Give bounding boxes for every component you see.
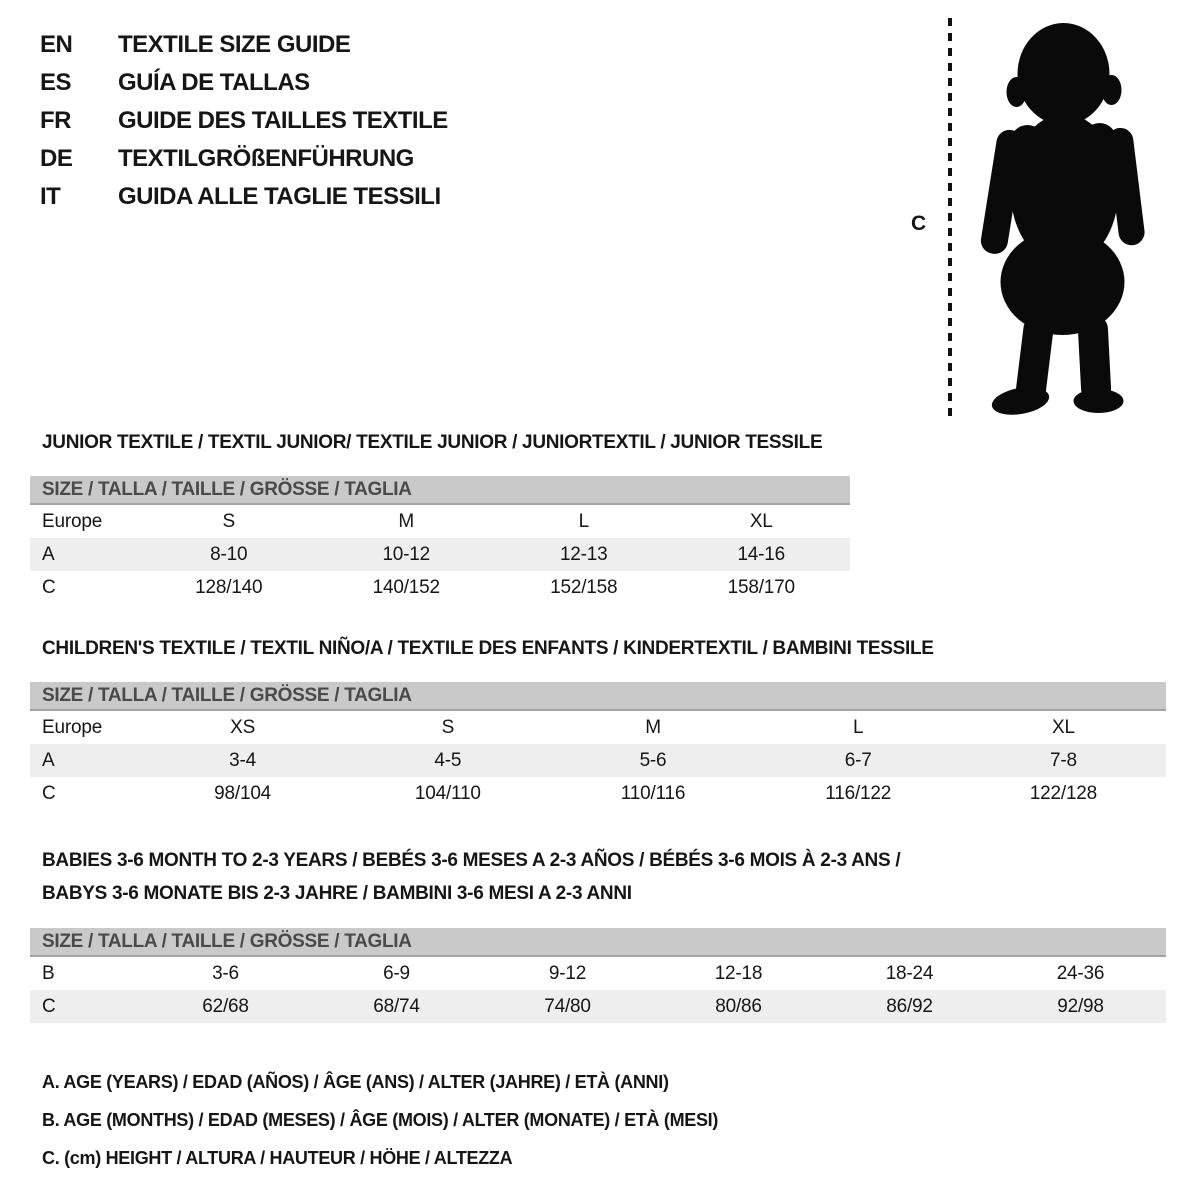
value-cell: 3-4 (229, 749, 257, 771)
size-header-bar: SIZE / TALLA / TAILLE / GRÖSSE / TAGLIA (30, 476, 850, 505)
value-cell: 24-36 (1056, 962, 1105, 984)
row-label: C (42, 995, 56, 1017)
value-cell: 86/92 (886, 995, 933, 1017)
table-row-months (30, 957, 1166, 990)
language-title: GUÍA DE TALLAS (118, 69, 310, 96)
legend-line-b: B. AGE (MONTHS) / EDAD (MESES) / ÂGE (MOIS) / ALTER (MONATE) / ETÀ (MESI) (42, 1110, 719, 1130)
language-code: ES (40, 69, 72, 96)
value-cell: 8-10 (210, 543, 248, 565)
value-cell: 6-9 (383, 962, 410, 984)
value-cell: 6-7 (844, 749, 872, 771)
table-row-age (30, 744, 1166, 777)
children-textile-section (30, 638, 1166, 810)
value-cell: 14-16 (737, 543, 786, 565)
row-label: C (42, 576, 56, 598)
value-cell: 152/158 (550, 576, 618, 598)
language-row-es (40, 64, 448, 102)
junior-textile-section (30, 432, 1166, 604)
language-code: EN (40, 31, 73, 58)
measure-c-label: C (911, 212, 927, 235)
size-cell: M (645, 716, 661, 738)
babies-size-table (30, 928, 1166, 1023)
children-section-title: CHILDREN'S TEXTILE / TEXTIL NIÑO/A / TEXTILE DES ENFANTS / KINDERTEXTIL / BAMBINI TESSILE (42, 638, 934, 659)
language-code: FR (40, 107, 71, 134)
size-cell: L (578, 510, 589, 532)
row-label: Europe (42, 510, 103, 532)
value-cell: 10-12 (382, 543, 431, 565)
value-cell: 7-8 (1049, 749, 1077, 771)
size-cell: S (222, 510, 235, 532)
value-cell: 158/170 (727, 576, 795, 598)
table-row-height (30, 990, 1166, 1023)
value-cell: 12-13 (559, 543, 608, 565)
value-cell: 92/98 (1057, 995, 1104, 1017)
height-measure-figure (903, 14, 1173, 426)
size-cell: S (441, 716, 455, 738)
legend-line-a: A. AGE (YEARS) / EDAD (AÑOS) / ÂGE (ANS) / ALTER (JAHRE) / ETÀ (ANNI) (42, 1072, 669, 1092)
size-header-bar: SIZE / TALLA / TAILLE / GRÖSSE / TAGLIA (30, 928, 1166, 957)
size-cell: M (398, 510, 415, 532)
value-cell: 18-24 (885, 962, 934, 984)
value-cell: 3-6 (212, 962, 239, 984)
size-header-bar: SIZE / TALLA / TAILLE / GRÖSSE / TAGLIA (30, 682, 1166, 711)
row-label: B (42, 962, 55, 984)
toddler-silhouette-icon (965, 20, 1150, 420)
table-row-europe (30, 711, 1166, 744)
table-row-age (30, 538, 850, 571)
measure-legend (42, 1063, 1166, 1177)
row-label: A (42, 543, 55, 565)
value-cell: 140/152 (372, 576, 440, 598)
language-row-it (40, 178, 448, 216)
value-cell: 68/74 (373, 995, 420, 1017)
language-title: GUIDA ALLE TAGLIE TESSILI (118, 183, 441, 210)
language-title: TEXTILE SIZE GUIDE (118, 31, 351, 58)
language-code: DE (40, 145, 73, 172)
size-cell: L (853, 716, 864, 738)
dashed-measure-line (948, 18, 952, 418)
value-cell: 12-18 (714, 962, 763, 984)
language-code: IT (40, 183, 61, 210)
babies-section-title (42, 844, 1166, 910)
language-row-de (40, 140, 448, 178)
language-row-en (40, 26, 448, 64)
value-cell: 104/110 (414, 782, 481, 804)
babies-title-line-1: BABIES 3-6 MONTH TO 2-3 YEARS / BEBÉS 3-6 MESES A 2-3 AÑOS / BÉBÉS 3-6 MOIS À 2-3 ANS / (42, 850, 901, 871)
language-title-list (40, 26, 448, 216)
language-title: TEXTILGRÖßENFÜHRUNG (118, 145, 414, 172)
value-cell: 4-5 (434, 749, 462, 771)
table-row-height (30, 571, 850, 604)
row-label: A (42, 749, 55, 771)
language-row-fr (40, 102, 448, 140)
value-cell: 62/68 (202, 995, 249, 1017)
table-row-europe (30, 505, 850, 538)
value-cell: 98/104 (214, 782, 272, 804)
size-cell: XS (230, 716, 256, 738)
size-cell: XL (749, 510, 773, 532)
value-cell: 122/128 (1029, 782, 1098, 804)
value-cell: 74/80 (544, 995, 591, 1017)
value-cell: 110/116 (620, 782, 686, 804)
table-row-height (30, 777, 1166, 810)
children-size-table (30, 682, 1166, 810)
junior-section-title: JUNIOR TEXTILE / TEXTIL JUNIOR/ TEXTILE JUNIOR / JUNIORTEXTIL / JUNIOR TESSILE (42, 432, 823, 453)
babies-textile-section (30, 844, 1166, 1023)
size-tables-area (30, 432, 1166, 1177)
value-cell: 80/86 (715, 995, 762, 1017)
size-cell: XL (1051, 716, 1075, 738)
value-cell: 9-12 (548, 962, 587, 984)
legend-line-c: C. (cm) HEIGHT / ALTURA / HAUTEUR / HÖHE / ALTEZZA (42, 1148, 513, 1168)
value-cell: 128/140 (195, 576, 263, 598)
junior-size-table (30, 476, 850, 604)
value-cell: 116/122 (825, 782, 892, 804)
row-label: C (42, 782, 56, 804)
language-title: GUIDE DES TAILLES TEXTILE (118, 107, 448, 134)
row-label: Europe (42, 716, 103, 738)
babies-title-line-2: BABYS 3-6 MONATE BIS 2-3 JAHRE / BAMBINI 3-6 MESI A 2-3 ANNI (42, 883, 632, 904)
value-cell: 5-6 (639, 749, 667, 771)
